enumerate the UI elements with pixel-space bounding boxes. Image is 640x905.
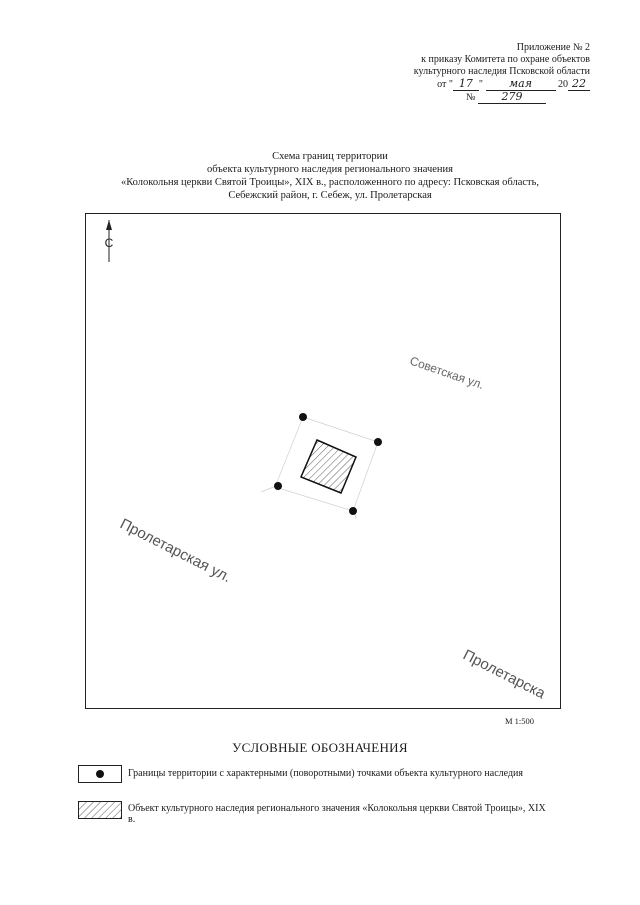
boundary-point-icon — [79, 766, 121, 782]
map-frame — [85, 213, 561, 709]
appendix-line3: культурного наследия Псковской области — [413, 66, 590, 77]
street-sovetskaya-label: Советская ул. — [408, 353, 486, 393]
map-scale: М 1:500 — [505, 716, 535, 726]
boundary-point — [274, 482, 282, 490]
boundary-point — [374, 438, 382, 446]
order-number: 279 — [478, 91, 546, 104]
legend-item-object: Объект культурного наследия регионального значения «Колокольня церкви Святой Троицы», XIX в. — [128, 803, 546, 825]
boundary-point — [299, 413, 307, 421]
date-year: 22 — [568, 78, 590, 91]
legend-object-swatch — [78, 801, 122, 819]
street-proletarskaya-label-2: Пролетарска — [460, 646, 548, 703]
scheme-title — [80, 150, 580, 202]
title-line1: Схема границ территории — [272, 151, 388, 162]
heritage-object — [301, 440, 356, 493]
date-month: мая — [486, 78, 556, 91]
legend-item-boundary: Границы территории с характерными (поворотными) точками объекта культурного наследия — [128, 768, 523, 779]
appendix-line1: Приложение № 2 — [516, 42, 590, 53]
title-line2: объекта культурного наследия регионального значения — [207, 164, 453, 175]
street-proletarskaya-label-1: Пролетарская ул. — [117, 515, 234, 587]
appendix-date: от " 17 " мая 20 22 — [360, 78, 590, 91]
date-day: 17 — [453, 78, 479, 91]
title-line4: Себежский район, г. Себеж, ул. Пролетарская — [228, 190, 432, 201]
appendix-header — [360, 42, 590, 104]
legend-title: УСЛОВНЫЕ ОБОЗНАЧЕНИЯ — [232, 740, 408, 755]
north-arrow-icon — [105, 220, 114, 262]
hatch-pattern-icon — [79, 802, 121, 818]
map-canvas — [86, 214, 560, 708]
legend-boundary-swatch — [78, 765, 122, 783]
boundary-point — [349, 507, 357, 515]
north-label: С — [104, 236, 114, 250]
appendix-line2: к приказу Комитета по охране объектов — [421, 54, 590, 65]
appendix-number: № 279 — [360, 91, 590, 104]
title-line3: «Колокольня церкви Святой Троицы», XIX в., расположенного по адресу: Псковская область, — [120, 177, 540, 188]
